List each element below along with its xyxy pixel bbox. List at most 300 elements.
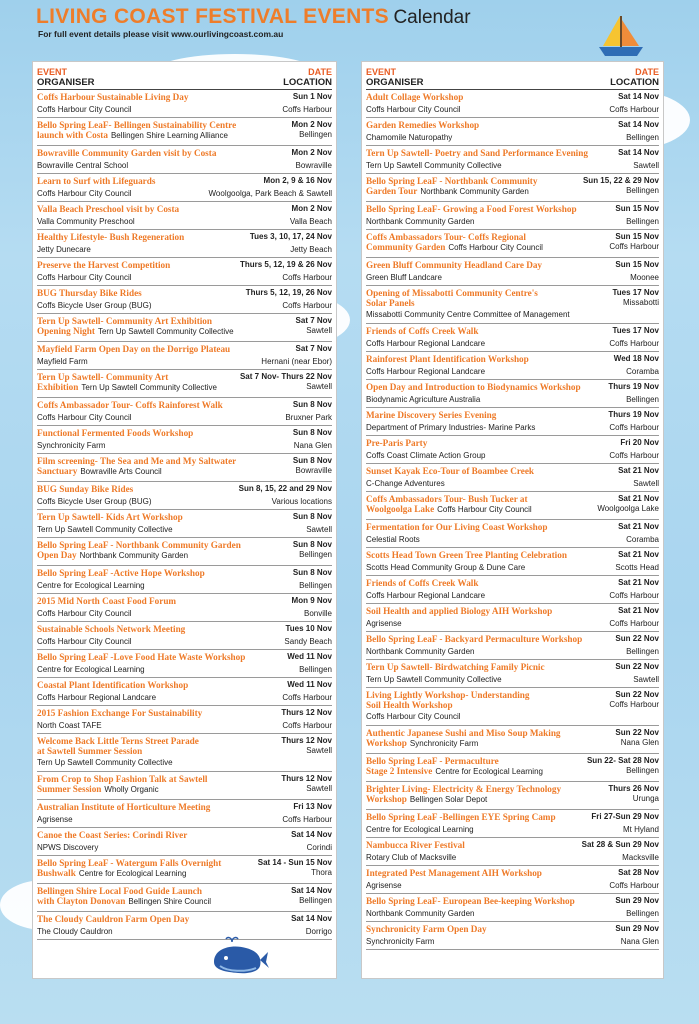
event-organiser: Agrisense	[366, 881, 402, 890]
event-title: Synchronicity Farm Open Day	[366, 924, 487, 934]
event-title: BUG Thursday Bike Rides	[37, 288, 142, 298]
event-organiser: Bellingen Shire Learning Alliance	[110, 131, 228, 140]
event-location: Bellingen	[623, 909, 659, 918]
event-row	[366, 258, 659, 286]
event-location: Macksville	[619, 853, 659, 862]
header-location: LOCATION	[283, 77, 332, 88]
event-date: Sat 28 Nov	[615, 868, 659, 877]
event-row	[366, 810, 659, 838]
event-organiser: Northbank Community Garden	[420, 187, 529, 196]
event-date: Sat 21 Nov	[615, 494, 659, 503]
event-date: Sat 21 Nov	[615, 578, 659, 587]
event-location: Bowraville	[293, 161, 332, 170]
event-title: Bello Spring LeaF - Permaculture	[366, 756, 499, 766]
event-title: Film screening- The Sea and Me and My Saltwater	[37, 456, 237, 466]
event-location: Sandy Beach	[281, 637, 332, 646]
event-row	[366, 604, 659, 632]
event-organiser: Mayfield Farm	[37, 357, 88, 366]
event-title-cont: Woolgoolga Lake Coffs Harbour City Council	[366, 504, 532, 514]
event-location: Scotts Head	[612, 563, 659, 572]
event-row	[366, 90, 659, 118]
event-row	[366, 632, 659, 660]
page-title	[36, 5, 471, 29]
event-date: Sun 1 Nov	[290, 92, 332, 101]
event-location: Sawtell	[303, 525, 332, 534]
event-date: Fri 13 Nov	[290, 802, 332, 811]
event-title-cont: with Clayton Donovan Bellingen Shire Council	[37, 896, 212, 906]
event-title-cont: Summer Session Wholly Organic	[37, 784, 159, 794]
event-row	[366, 380, 659, 408]
event-title: Healthy Lifestyle- Bush Regeneration	[37, 232, 185, 242]
event-row	[366, 726, 659, 754]
event-date: Sat 14 Nov	[288, 886, 332, 895]
event-row	[366, 492, 659, 520]
event-organiser: Chamomile Naturopathy	[366, 133, 453, 142]
event-location: Urunga	[630, 794, 659, 803]
event-organiser: Agrisense	[37, 815, 73, 824]
event-location: Mt Hyland	[620, 825, 659, 834]
event-organiser: Coffs Harbour City Council	[37, 637, 132, 646]
event-title: Authentic Japanese Sushi and Miso Soup Making	[366, 728, 561, 738]
event-title-cont: at Sawtell Summer Session	[37, 746, 143, 756]
event-organiser: Bellingen Shire Council	[128, 897, 212, 906]
event-title: Tern Up Sawtell- Kids Art Workshop	[37, 512, 183, 522]
event-title-cont: Soil Health Workshop	[366, 700, 453, 710]
event-title: Bello Spring LeaF -Love Food Hate Waste Workshop	[37, 652, 246, 662]
event-title: Valla Beach Preschool visit by Costa	[37, 204, 180, 214]
event-date: Sat 14 - Sun 15 Nov	[255, 858, 332, 867]
event-title-cont: Exhibition Tern Up Sawtell Community Collective	[37, 382, 217, 392]
event-row	[37, 398, 332, 426]
event-title: Coffs Ambassadors Tour- Coffs Regional	[366, 232, 526, 242]
event-date: Sun 8 Nov	[290, 400, 332, 409]
event-title: Bello Spring LeaF - Backyard Permaculture Workshop	[366, 634, 583, 644]
event-row	[37, 856, 332, 884]
event-date: Sun 22 Nov	[612, 634, 659, 643]
title-sub: Calendar	[393, 7, 471, 28]
event-location: Thora	[308, 868, 332, 877]
event-title: Garden Remedies Workshop	[366, 120, 480, 130]
event-organiser: Coffs Harbour City Council	[448, 243, 543, 252]
event-organiser: North Coast TAFE	[37, 721, 102, 730]
event-row	[366, 922, 659, 950]
event-organiser: Coffs Harbour City Council	[37, 413, 132, 422]
event-organiser: Jetty Dunecare	[37, 245, 91, 254]
event-organiser: Synchronicity Farm	[37, 441, 106, 450]
event-row	[37, 912, 332, 940]
event-organiser: Department of Primary Industries- Marine Parks	[366, 423, 536, 432]
event-row	[366, 324, 659, 352]
event-date: Sat 14 Nov	[615, 92, 659, 101]
event-date: Sat 21 Nov	[615, 606, 659, 615]
event-location: Coffs Harbour	[279, 693, 332, 702]
event-row	[37, 314, 332, 342]
event-title: Living Lightly Workshop- Understanding	[366, 690, 530, 700]
event-title: Rainforest Plant Identification Workshop	[366, 354, 529, 364]
event-organiser: Centre for Ecological Learning	[78, 869, 187, 878]
event-row	[37, 118, 332, 146]
event-date: Sun 22- Sat 28 Nov	[584, 756, 659, 765]
header-date: DATE	[308, 67, 332, 77]
event-title: Bello Spring LeaF - Northbank Community Garden	[37, 540, 241, 550]
event-organiser: Bowraville Central School	[37, 161, 129, 170]
event-date: Sat 7 Nov- Thurs 22 Nov	[237, 372, 332, 381]
event-organiser: Valla Community Preschool	[37, 217, 135, 226]
events-list-left	[33, 90, 336, 940]
sailboat-icon	[595, 14, 647, 58]
event-location: Bellingen	[296, 130, 332, 139]
event-row	[366, 520, 659, 548]
event-row	[37, 202, 332, 230]
header-event: EVENT	[366, 67, 397, 77]
event-organiser: Coffs Harbour City Council	[37, 273, 132, 282]
event-organiser: Coffs Harbour Regional Landcare	[366, 591, 486, 600]
event-date: Sat 21 Nov	[615, 466, 659, 475]
event-row	[366, 352, 659, 380]
event-title: Learn to Surf with Lifeguards	[37, 176, 156, 186]
event-date: Mon 9 Nov	[289, 596, 332, 605]
event-organiser: Bowraville Arts Council	[80, 467, 162, 476]
event-row	[37, 286, 332, 314]
event-organiser: Centre for Ecological Learning	[435, 767, 543, 776]
event-title: Tern Up Sawtell- Community Art	[37, 372, 169, 382]
event-organiser: Centre for Ecological Learning	[366, 825, 474, 834]
event-title: Bello Spring LeaF- Growing a Food Forest Workshop	[366, 204, 577, 214]
event-title: Soil Health and applied Biology AIH Workshop	[366, 606, 553, 616]
event-location: Jetty Beach	[287, 245, 332, 254]
event-date: Sun 8 Nov	[290, 456, 332, 465]
event-title: Open Day and Introduction to Biodynamics Workshop	[366, 382, 581, 392]
event-row	[366, 146, 659, 174]
event-date: Mon 2 Nov	[289, 148, 332, 157]
event-title: Opening of Missabotti Community Centre's	[366, 288, 538, 298]
event-title: Tern Up Sawtell- Birdwatching Family Picnic	[366, 662, 545, 672]
event-row	[37, 146, 332, 174]
event-row	[37, 772, 332, 800]
event-location: Sawtell	[303, 746, 332, 755]
event-date: Sat 28 & Sun 29 Nov	[579, 840, 659, 849]
header-date: DATE	[635, 67, 659, 77]
event-title: Adult Collage Workshop	[366, 92, 464, 102]
event-title-cont: Stage 2 Intensive Centre for Ecological Learning	[366, 766, 543, 776]
event-location: Coffs Harbour	[606, 881, 659, 890]
event-organiser: Celestial Roots	[366, 535, 420, 544]
event-title-cont: Opening Night Tern Up Sawtell Community Collective	[37, 326, 234, 336]
event-organiser: Coffs Harbour Regional Landcare	[366, 339, 486, 348]
event-title: Bello Spring LeaF - Northbank Community	[366, 176, 538, 186]
event-location: Bellingen	[623, 186, 659, 195]
header-event: EVENT	[37, 67, 68, 77]
event-title-cont: Workshop Synchronicity Farm	[366, 738, 479, 748]
event-row	[366, 230, 659, 258]
event-title: Functional Fermented Foods Workshop	[37, 428, 194, 438]
event-date: Sun 15 Nov	[612, 260, 659, 269]
event-title: 2015 Mid North Coast Food Forum	[37, 596, 177, 606]
event-title: Coastal Plant Identification Workshop	[37, 680, 189, 690]
event-location: Coffs Harbour	[606, 591, 659, 600]
event-date: Thurs 5, 12, 19 & 26 Nov	[237, 260, 332, 269]
event-row	[37, 90, 332, 118]
event-location: Coffs Harbour	[606, 451, 659, 460]
event-location: Coramba	[623, 367, 659, 376]
event-organiser: Rotary Club of Macksville	[366, 853, 457, 862]
event-title: Tern Up Sawtell- Poetry and Sand Performance Evening	[366, 148, 588, 158]
event-location: Sawtell	[303, 784, 332, 793]
event-date: Sat 21 Nov	[615, 550, 659, 559]
event-location: Bonville	[301, 609, 332, 618]
event-row	[366, 408, 659, 436]
events-list-right	[362, 90, 663, 950]
event-row	[37, 482, 332, 510]
event-title: Sunset Kayak Eco-Tour of Boambee Creek	[366, 466, 535, 476]
event-location: Coffs Harbour	[606, 423, 659, 432]
event-organiser: Green Bluff Landcare	[366, 273, 442, 282]
event-title: Bowraville Community Garden visit by Costa	[37, 148, 217, 158]
event-location: Coffs Harbour	[606, 339, 659, 348]
event-row	[37, 510, 332, 538]
event-organiser: Coffs Coast Climate Action Group	[366, 451, 486, 460]
event-date: Sat 7 Nov	[293, 344, 332, 353]
event-title-cont: Community Garden Coffs Harbour City Council	[366, 242, 543, 252]
event-organiser: Northbank Community Garden	[366, 909, 475, 918]
event-row	[37, 594, 332, 622]
event-title: Friends of Coffs Creek Walk	[366, 578, 479, 588]
event-organiser: Synchronicity Farm	[366, 937, 435, 946]
event-organiser: Coffs Harbour City Council	[366, 105, 461, 114]
event-location: Bellingen	[623, 217, 659, 226]
event-title-cont: Bushwalk Centre for Ecological Learning	[37, 868, 187, 878]
event-row	[37, 884, 332, 912]
event-date: Tues 3, 10, 17, 24 Nov	[247, 232, 332, 241]
event-title-cont: Open Day Northbank Community Garden	[37, 550, 189, 560]
event-organiser: Coffs Harbour Regional Landcare	[37, 693, 157, 702]
event-title: Bello Spring LeaF - Watergum Falls Overnight	[37, 858, 222, 868]
event-location: Bellingen	[623, 766, 659, 775]
event-title: From Crop to Shop Fashion Talk at Sawtell	[37, 774, 208, 784]
event-location: Bruxner Park	[282, 413, 332, 422]
event-title: Bello Spring LeaF -Bellingen EYE Spring Camp	[366, 812, 556, 822]
event-date: Sun 22 Nov	[612, 662, 659, 671]
events-column-right	[361, 61, 664, 979]
event-title: Coffs Ambassador Tour- Coffs Rainforest Walk	[37, 400, 223, 410]
event-location: Bellingen	[623, 395, 659, 404]
event-title: The Cloudy Cauldron Farm Open Day	[37, 914, 190, 924]
event-date: Sat 21 Nov	[615, 522, 659, 531]
event-organiser: Wholly Organic	[104, 785, 159, 794]
event-organiser: Biodynamic Agriculture Australia	[366, 395, 481, 404]
event-row	[366, 174, 659, 202]
column-header	[366, 62, 659, 90]
event-title: Brighter Living- Electricity & Energy Technology	[366, 784, 562, 794]
event-title: Nambucca River Festival	[366, 840, 465, 850]
event-location: Dorrigo	[303, 927, 332, 936]
event-row	[37, 454, 332, 482]
event-date: Thurs 12 Nov	[278, 774, 332, 783]
event-organiser: NPWS Discovery	[37, 843, 99, 852]
event-location: Sawtell	[630, 479, 659, 488]
events-column-left	[32, 61, 337, 979]
event-organiser: Coffs Harbour City Council	[37, 609, 132, 618]
whale-icon	[208, 936, 270, 976]
event-organiser: Northbank Community Garden	[366, 647, 475, 656]
event-row	[366, 782, 659, 810]
event-location: Sawtell	[303, 326, 332, 335]
event-row	[366, 118, 659, 146]
event-title: Tern Up Sawtell- Community Art Exhibition	[37, 316, 213, 326]
event-location: Bellingen	[296, 896, 332, 905]
event-location: Moonee	[627, 273, 659, 282]
event-date: Thurs 12 Nov	[278, 708, 332, 717]
event-location: Sawtell	[630, 675, 659, 684]
event-title: Bello Spring LeaF -Active Hope Workshop	[37, 568, 205, 578]
event-date: Thurs 19 Nov	[605, 382, 659, 391]
header-organiser: ORGANISER	[37, 77, 95, 88]
page-subtitle: For full event details please visit www.ourlivingcoast.com.au	[38, 29, 284, 39]
event-organiser: C-Change Adventures	[366, 479, 445, 488]
event-location: Coramba	[623, 535, 659, 544]
event-date: Thurs 26 Nov	[605, 784, 659, 793]
event-location: Hernani (near Ebor)	[258, 357, 332, 366]
event-location: Nana Glen	[618, 937, 659, 946]
event-row	[37, 538, 332, 566]
event-row	[37, 828, 332, 856]
event-row	[366, 548, 659, 576]
event-organiser: The Cloudy Cauldron	[37, 927, 113, 936]
event-date: Sun 8 Nov	[290, 540, 332, 549]
event-title-cont: Workshop Bellingen Solar Depot	[366, 794, 488, 804]
event-row	[37, 800, 332, 828]
event-title: Coffs Harbour Sustainable Living Day	[37, 92, 189, 102]
event-date: Wed 11 Nov	[284, 652, 332, 661]
event-location: Coffs Harbour	[279, 105, 332, 114]
event-row	[37, 174, 332, 202]
event-title: Pre-Paris Party	[366, 438, 428, 448]
event-organiser: Centre for Ecological Learning	[37, 581, 145, 590]
event-row	[37, 706, 332, 734]
event-row	[37, 342, 332, 370]
event-date: Sun 8 Nov	[290, 512, 332, 521]
event-date: Fri 20 Nov	[617, 438, 659, 447]
event-date: Tues 17 Nov	[609, 288, 659, 297]
event-location: Bellingen	[296, 665, 332, 674]
event-location: Coffs Harbour	[279, 301, 332, 310]
event-row	[366, 286, 659, 324]
event-date: Sat 7 Nov	[293, 316, 332, 325]
event-location: Nana Glen	[291, 441, 332, 450]
event-row	[366, 894, 659, 922]
event-location: Woolgoolga Lake	[594, 504, 659, 513]
event-location: Coffs Harbour	[606, 105, 659, 114]
event-location: Bellingen	[623, 133, 659, 142]
event-location: Coffs Harbour	[606, 242, 659, 251]
event-title-cont: Garden Tour Northbank Community Garden	[366, 186, 529, 196]
event-row	[366, 660, 659, 688]
event-location: Coffs Harbour	[279, 721, 332, 730]
event-title: Australian Institute of Horticulture Meeting	[37, 802, 211, 812]
event-date: Mon 2 Nov	[289, 120, 332, 129]
event-title: Friends of Coffs Creek Walk	[366, 326, 479, 336]
event-title-cont: Sanctuary Bowraville Arts Council	[37, 466, 162, 476]
event-title: Green Bluff Community Headland Care Day	[366, 260, 543, 270]
event-title: Sustainable Schools Network Meeting	[37, 624, 186, 634]
event-row	[366, 688, 659, 726]
event-title: Integrated Pest Management AIH Workshop	[366, 868, 542, 878]
event-date: Sun 29 Nov	[612, 924, 659, 933]
event-date: Sun 8, 15, 22 and 29 Nov	[236, 484, 332, 493]
event-row	[37, 678, 332, 706]
event-title: Fermentation for Our Living Coast Workshop	[366, 522, 548, 532]
event-location: Bellingen	[296, 550, 332, 559]
event-title: Bello Spring LeaF- European Bee-keeping Workshop	[366, 896, 575, 906]
event-title: Bello Spring LeaF- Bellingen Sustainability Centre	[37, 120, 237, 130]
event-location: Coffs Harbour	[606, 619, 659, 628]
event-date: Mon 2 Nov	[289, 204, 332, 213]
event-row	[366, 866, 659, 894]
event-title: Welcome Back Little Terns Street Parade	[37, 736, 199, 746]
event-row	[366, 754, 659, 782]
event-date: Sun 22 Nov	[612, 690, 659, 699]
event-date: Thurs 12 Nov	[278, 736, 332, 745]
title-main: LIVING COAST FESTIVAL EVENTS	[36, 5, 389, 28]
event-organiser: Northbank Community Garden	[79, 551, 189, 560]
event-date: Wed 11 Nov	[284, 680, 332, 689]
event-organiser: Centre for Ecological Learning	[37, 665, 145, 674]
event-date: Sat 14 Nov	[615, 120, 659, 129]
event-organiser: Tern Up Sawtell Community Collective	[81, 383, 217, 392]
event-date: Thurs 5, 12, 19, 26 Nov	[243, 288, 332, 297]
event-organiser: Scotts Head Community Group & Dune Care	[366, 563, 526, 572]
event-row	[37, 566, 332, 594]
event-organiser: Tern Up Sawtell Community Collective	[37, 758, 173, 767]
event-location: Bowraville	[293, 466, 332, 475]
event-row	[37, 258, 332, 286]
event-row	[366, 464, 659, 492]
event-date: Wed 18 Nov	[611, 354, 659, 363]
event-location: Missabotti	[620, 298, 659, 307]
event-organiser: Coffs Harbour City Council	[366, 712, 461, 721]
event-title: Canoe the Coast Series: Corindi River	[37, 830, 188, 840]
event-title: Bellingen Shire Local Food Guide Launch	[37, 886, 202, 896]
event-location: Bellingen	[623, 647, 659, 656]
event-title: BUG Sunday Bike Rides	[37, 484, 134, 494]
event-location: Valla Beach	[287, 217, 332, 226]
event-date: Sat 14 Nov	[288, 914, 332, 923]
event-date: Sun 15, 22 & 29 Nov	[580, 176, 659, 185]
event-date: Sat 14 Nov	[288, 830, 332, 839]
event-date: Sun 8 Nov	[290, 428, 332, 437]
event-date: Sun 8 Nov	[290, 568, 332, 577]
header-organiser: ORGANISER	[366, 77, 424, 88]
event-location: Coffs Harbour	[279, 815, 332, 824]
event-date: Tues 10 Nov	[282, 624, 332, 633]
event-row	[37, 230, 332, 258]
event-organiser: Tern Up Sawtell Community Collective	[366, 161, 502, 170]
event-date: Sun 29 Nov	[612, 896, 659, 905]
event-title-cont: launch with Costa Bellingen Shire Learning Alliance	[37, 130, 228, 140]
event-organiser: Coffs Harbour City Council	[437, 505, 532, 514]
event-organiser: Synchronicity Farm	[409, 739, 479, 748]
event-row	[366, 436, 659, 464]
event-date: Tues 17 Nov	[609, 326, 659, 335]
event-organiser: Coffs Bicycle User Group (BUG)	[37, 497, 152, 506]
event-organiser: Coffs Harbour City Council	[37, 105, 132, 114]
event-date: Sat 14 Nov	[615, 148, 659, 157]
event-organiser: Coffs Harbour City Council	[37, 189, 132, 198]
event-organiser: Tern Up Sawtell Community Collective	[37, 525, 173, 534]
event-row	[37, 650, 332, 678]
event-title: Coffs Ambassadors Tour- Bush Tucker at	[366, 494, 528, 504]
event-organiser: Bellingen Solar Depot	[409, 795, 488, 804]
